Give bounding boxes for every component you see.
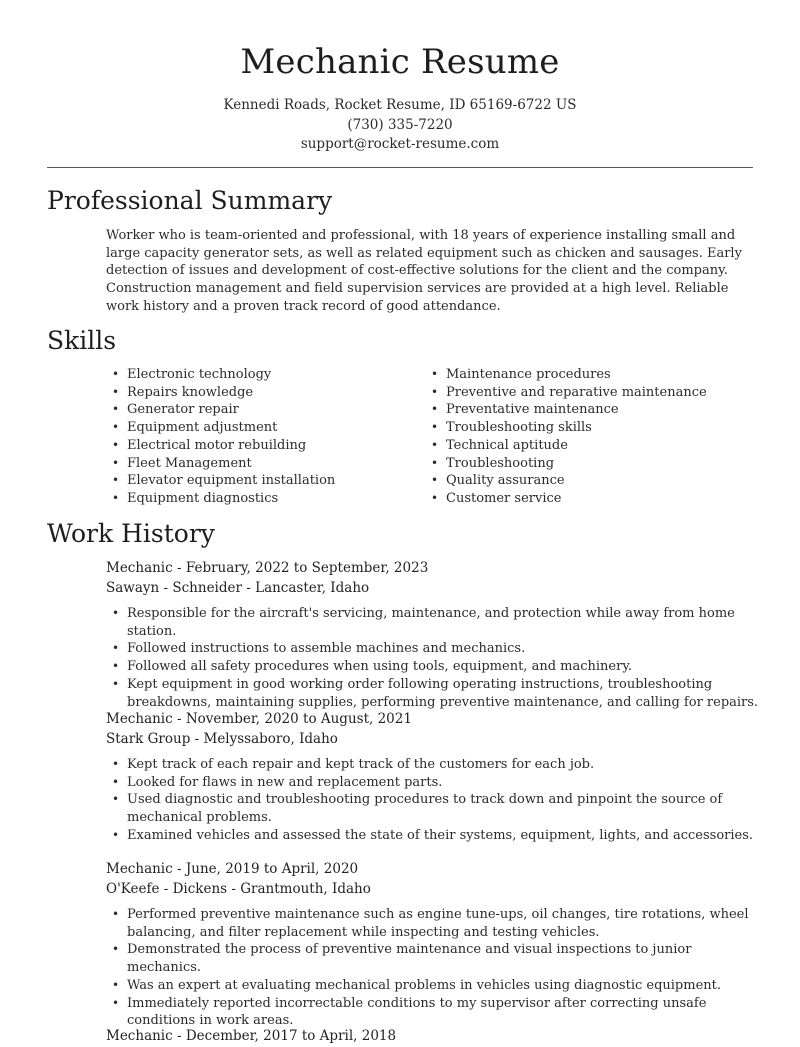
skill-item: • Maintenance procedures <box>425 366 707 384</box>
skill-item: • Equipment diagnostics <box>106 490 335 508</box>
skill-item: • Fleet Management <box>106 455 335 473</box>
duty-item: • Used diagnostic and troubleshooting procedures to track down and pinpoint the source of mechanical problems. <box>106 791 766 826</box>
job-company-location: Stark Group - Melyssaboro, Idaho <box>106 730 338 747</box>
header-divider <box>47 167 753 168</box>
skill-item: • Equipment adjustment <box>106 419 335 437</box>
skill-item: • Customer service <box>425 490 707 508</box>
skill-item: • Generator repair <box>106 401 335 419</box>
summary-text: Worker who is team-oriented and professional, with 18 years of experience installing small and large capacity generator sets, as well as related equipment such as chicken and sausages. Early detection of issues and development of cost-effective solutions for the client and the company. Construction management and field supervision services are provided at a high level. Reliable work history and a proven track record of good attendance. <box>106 228 742 314</box>
duty-item: • Looked for flaws in new and replacement parts. <box>106 774 766 792</box>
job-title-dates: Mechanic - February, 2022 to September, 2023 <box>106 560 429 576</box>
job-duties <box>106 906 766 1030</box>
job-title-dates: Mechanic - December, 2017 to April, 2018 <box>106 1028 397 1044</box>
job-title-dates: Mechanic - June, 2019 to April, 2020 <box>106 861 359 877</box>
duty-item: • Responsible for the aircraft's servicing, maintenance, and protection while away from home station. <box>106 605 766 640</box>
skills-heading: Skills <box>47 326 117 355</box>
job-entry <box>106 710 766 845</box>
duty-item: • Examined vehicles and assessed the state of their systems, equipment, lights, and accessories. <box>106 827 766 845</box>
duty-item: • Demonstrated the process of preventive maintenance and visual inspections to junior mechanics. <box>106 941 766 976</box>
skill-item: • Electrical motor rebuilding <box>106 437 335 455</box>
job-company-location: O'Keefe - Dickens - Grantmouth, Idaho <box>106 880 371 897</box>
skill-item: • Electronic technology <box>106 366 335 384</box>
resume-title: Mechanic Resume <box>240 42 560 82</box>
job-entry <box>106 860 766 1030</box>
duty-item: • Followed all safety procedures when using tools, equipment, and machinery. <box>106 658 766 676</box>
job-company-location: Sawayn - Schneider - Lancaster, Idaho <box>106 579 370 596</box>
contact-info <box>0 96 800 155</box>
duty-item: • Kept equipment in good working order following operating instructions, troubleshooting breakdowns, maintaining supplies, performing preventive maintenance, and calling for repairs. <box>106 676 766 711</box>
skill-item: • Repairs knowledge <box>106 384 335 402</box>
duty-item: • Immediately reported incorrectable conditions to my supervisor after correcting unsafe conditions in work areas. <box>106 995 766 1030</box>
job-duties <box>106 605 766 711</box>
job-entry <box>106 1027 766 1047</box>
duty-item: • Kept track of each repair and kept track of the customers for each job. <box>106 756 766 774</box>
email: support@rocket-resume.com <box>300 136 500 152</box>
job-duties <box>106 756 766 845</box>
skill-item: • Troubleshooting skills <box>425 419 707 437</box>
resume-header <box>0 0 800 155</box>
duty-item: • Followed instructions to assemble machines and mechanics. <box>106 640 766 658</box>
job-entry <box>106 559 766 711</box>
skill-item: • Preventive and reparative maintenance <box>425 384 707 402</box>
skills-list-right <box>425 366 707 508</box>
skill-item: • Elevator equipment installation <box>106 472 335 490</box>
summary-heading: Professional Summary <box>47 186 333 215</box>
skill-item: • Troubleshooting <box>425 455 707 473</box>
address: Kennedi Roads, Rocket Resume, ID 65169-6722 US <box>223 97 577 113</box>
duty-item: • Was an expert at evaluating mechanical problems in vehicles using diagnostic equipment. <box>106 977 766 995</box>
skills-list-left <box>106 366 335 508</box>
work-history-heading: Work History <box>47 519 215 548</box>
phone: (730) 335-7220 <box>347 116 453 133</box>
job-title-dates: Mechanic - November, 2020 to August, 2021 <box>106 711 412 727</box>
skill-item: • Technical aptitude <box>425 437 707 455</box>
skill-item: • Preventative maintenance <box>425 401 707 419</box>
skill-item: • Quality assurance <box>425 472 707 490</box>
duty-item: • Performed preventive maintenance such as engine tune-ups, oil changes, tire rotations, wheel balancing, and filter replacement while inspecting and testing vehicles. <box>106 906 766 941</box>
